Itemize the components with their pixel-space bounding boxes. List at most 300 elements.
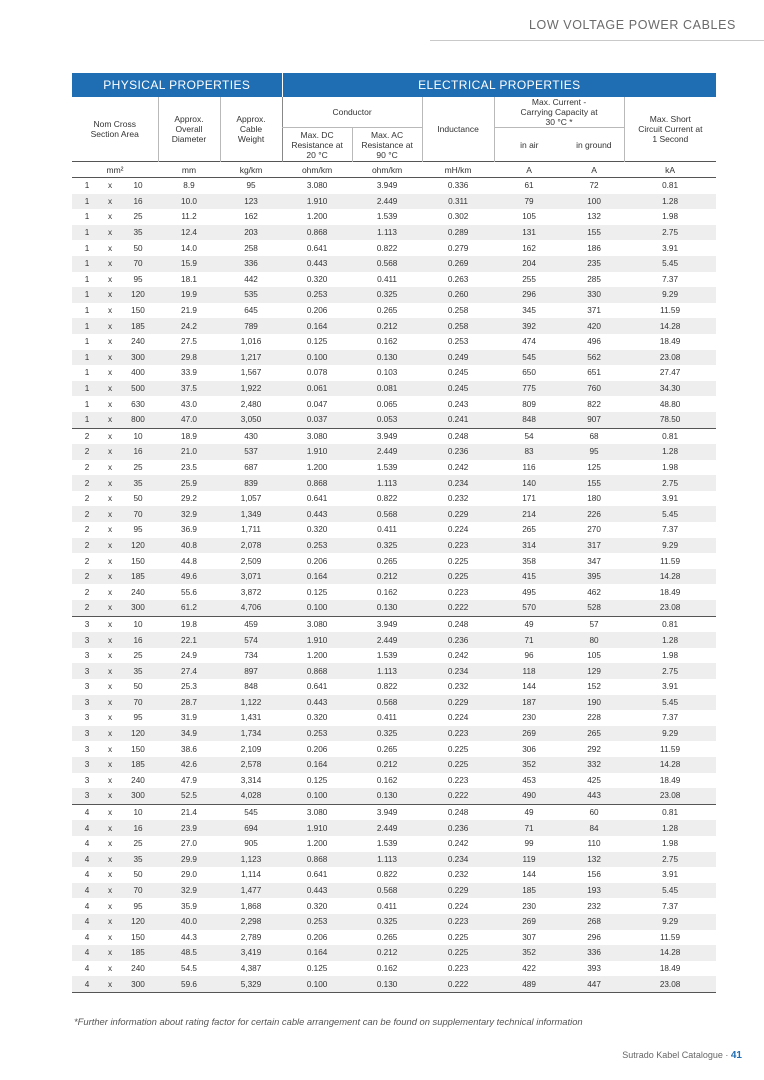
diameter-cell: 18.9 xyxy=(158,428,220,444)
section-cell: 35 xyxy=(118,852,158,868)
table-row xyxy=(72,914,716,930)
diameter-cell: 36.9 xyxy=(181,525,197,535)
diameter-cell: 14.0 xyxy=(181,243,197,253)
inductance-cell: 0.225 xyxy=(447,744,469,754)
weight-cell: 4,028 xyxy=(220,788,282,804)
dc-resistance-header: Max. DC Resistance at 20 °C xyxy=(282,128,352,162)
dc-resistance-cell: 0.641 xyxy=(306,682,328,692)
unit-weight: kg/km xyxy=(220,162,282,178)
page-footer xyxy=(622,1050,742,1061)
diameter-cell: 22.1 xyxy=(158,632,220,648)
dc-resistance-cell: 1.910 xyxy=(282,820,352,836)
dc-resistance-cell: 0.868 xyxy=(282,225,352,241)
ac-resistance-cell: 0.325 xyxy=(352,538,422,554)
ac-resistance-cell: 0.822 xyxy=(376,494,398,504)
weight-cell: 537 xyxy=(220,444,282,460)
x-cell: x xyxy=(107,337,113,347)
short-circuit-cell: 5.45 xyxy=(624,883,716,899)
table-row xyxy=(72,976,716,992)
weight-cell: 1,922 xyxy=(220,381,282,397)
section-cell: 50 xyxy=(133,870,143,880)
ac-resistance-cell: 1.539 xyxy=(376,651,398,661)
x-cell: x xyxy=(107,839,113,849)
section-cell: 120 xyxy=(118,914,158,930)
section-cell: 95 xyxy=(133,274,143,284)
weight-cell: 645 xyxy=(244,306,258,316)
table-row xyxy=(72,569,716,585)
inductance-cell: 0.232 xyxy=(447,494,469,504)
dc-resistance-cell: 0.047 xyxy=(306,399,328,409)
in-ground-cell: 193 xyxy=(564,883,624,899)
ac-resistance-cell: 0.265 xyxy=(376,306,398,316)
in-ground-cell: 129 xyxy=(564,663,624,679)
x-cell: x xyxy=(107,462,113,472)
x-cell: x xyxy=(102,945,118,961)
x-cell: x xyxy=(107,556,113,566)
in-ground-cell: 125 xyxy=(587,462,601,472)
diameter-cell: 11.2 xyxy=(181,212,197,222)
cores-cell: 4 xyxy=(72,914,102,930)
in-ground-cell: 132 xyxy=(564,852,624,868)
section-cell: 95 xyxy=(133,525,143,535)
table-row xyxy=(72,663,716,679)
x-cell: x xyxy=(107,775,113,785)
in-ground-cell: 226 xyxy=(564,506,624,522)
ac-resistance-cell: 0.130 xyxy=(352,600,422,616)
inductance-cell: 0.248 xyxy=(422,616,494,632)
ac-resistance-cell: 0.130 xyxy=(352,788,422,804)
dc-resistance-cell: 0.443 xyxy=(282,256,352,272)
physical-properties-heading: PHYSICAL PROPERTIES xyxy=(72,73,282,97)
ac-resistance-cell: 1.539 xyxy=(376,212,398,222)
inductance-cell: 0.232 xyxy=(447,682,469,692)
cores-cell: 1 xyxy=(72,287,102,303)
short-circuit-cell: 11.59 xyxy=(660,306,681,316)
x-cell: x xyxy=(107,901,113,911)
weight-cell: 905 xyxy=(244,839,258,849)
catalogue-name: Sutrado Kabel Catalogue xyxy=(622,1050,723,1060)
in-air-header: in air xyxy=(494,128,564,162)
in-air-cell: 314 xyxy=(494,538,564,554)
ac-resistance-cell: 0.568 xyxy=(352,883,422,899)
short-circuit-cell: 9.29 xyxy=(624,287,716,303)
short-circuit-cell: 0.81 xyxy=(624,616,716,632)
in-ground-cell: 425 xyxy=(587,775,601,785)
cores-cell: 4 xyxy=(72,852,102,868)
inductance-cell: 0.225 xyxy=(447,932,469,942)
weight-cell: 1,711 xyxy=(241,525,261,535)
section-cell: 16 xyxy=(118,194,158,210)
x-cell: x xyxy=(107,963,113,973)
in-air-cell: 79 xyxy=(494,194,564,210)
section-cell: 35 xyxy=(118,475,158,491)
short-circuit-cell: 14.28 xyxy=(624,569,716,585)
in-air-cell: 99 xyxy=(524,839,534,849)
cable-properties-table xyxy=(72,73,716,993)
diameter-cell: 44.8 xyxy=(181,556,197,566)
diameter-cell: 27.0 xyxy=(181,839,197,849)
ac-resistance-cell: 0.162 xyxy=(376,587,398,597)
inductance-cell: 0.229 xyxy=(422,506,494,522)
in-ground-cell: 80 xyxy=(564,632,624,648)
in-ground-cell: 110 xyxy=(587,839,601,849)
short-circuit-cell: 11.59 xyxy=(660,932,681,942)
cores-cell: 3 xyxy=(72,757,102,773)
cores-cell: 3 xyxy=(72,726,102,742)
cores-cell: 3 xyxy=(84,775,90,785)
x-cell: x xyxy=(107,651,113,661)
table-row xyxy=(72,898,716,914)
dc-resistance-cell: 0.100 xyxy=(282,350,352,366)
cores-cell: 2 xyxy=(72,506,102,522)
unit-inductance: mH/km xyxy=(422,162,494,178)
weight-cell: 1,114 xyxy=(241,870,261,880)
diameter-cell: 29.0 xyxy=(181,870,197,880)
cores-cell: 1 xyxy=(84,368,90,378)
cores-cell: 1 xyxy=(72,318,102,334)
in-ground-cell: 235 xyxy=(564,256,624,272)
table-row xyxy=(72,710,716,726)
in-ground-cell: 72 xyxy=(589,181,599,191)
short-circuit-cell: 2.75 xyxy=(624,852,716,868)
inductance-cell: 0.258 xyxy=(422,318,494,334)
in-air-cell: 296 xyxy=(494,287,564,303)
in-air-cell: 269 xyxy=(494,726,564,742)
short-circuit-cell: 5.45 xyxy=(624,506,716,522)
section-cell: 150 xyxy=(131,306,145,316)
diameter-cell: 34.9 xyxy=(158,726,220,742)
section-cell: 25 xyxy=(133,839,143,849)
short-circuit-header: Max. Short Circuit Current at 1 Second xyxy=(624,97,716,162)
header-row-1 xyxy=(72,97,716,128)
cores-cell: 1 xyxy=(72,225,102,241)
table-row xyxy=(72,836,716,852)
weight-cell: 4,387 xyxy=(240,963,262,973)
short-circuit-cell: 0.81 xyxy=(624,804,716,820)
short-circuit-cell: 2.75 xyxy=(624,475,716,491)
diameter-cell: 29.9 xyxy=(158,852,220,868)
diameter-cell: 61.2 xyxy=(158,600,220,616)
inductance-cell: 0.224 xyxy=(447,713,469,723)
inductance-cell: 0.229 xyxy=(422,695,494,711)
diameter-cell: 21.9 xyxy=(181,306,197,316)
dc-resistance-cell: 0.125 xyxy=(306,775,328,785)
section-cell: 240 xyxy=(131,775,145,785)
short-circuit-cell: 7.37 xyxy=(662,713,679,723)
footnote: *Further information about rating factor for certain cable arrangement can be found on supplementary technical information xyxy=(74,1016,583,1027)
electrical-properties-heading: ELECTRICAL PROPERTIES xyxy=(282,73,716,97)
dc-resistance-cell: 0.164 xyxy=(282,569,352,585)
diameter-cell: 29.8 xyxy=(158,350,220,366)
table-row xyxy=(72,475,716,491)
x-cell: x xyxy=(102,506,118,522)
dc-resistance-cell: 0.164 xyxy=(282,318,352,334)
section-cell: 95 xyxy=(133,713,143,723)
ac-resistance-cell: 0.053 xyxy=(352,412,422,428)
inductance-cell: 0.223 xyxy=(447,775,469,785)
inductance-cell: 0.234 xyxy=(422,475,494,491)
in-air-cell: 230 xyxy=(522,901,536,911)
x-cell: x xyxy=(102,600,118,616)
ac-resistance-cell: 0.130 xyxy=(352,350,422,366)
table-row xyxy=(72,695,716,711)
short-circuit-cell: 23.08 xyxy=(624,976,716,992)
x-cell: x xyxy=(107,243,113,253)
short-circuit-cell: 5.45 xyxy=(624,256,716,272)
section-cell: 150 xyxy=(131,556,145,566)
cores-cell: 1 xyxy=(72,381,102,397)
in-ground-header: in ground xyxy=(576,139,612,150)
diameter-cell: 42.6 xyxy=(158,757,220,773)
diameter-cell: 32.9 xyxy=(158,506,220,522)
weight-cell: 1,122 xyxy=(220,695,282,711)
diameter-cell: 47.9 xyxy=(181,775,197,785)
short-circuit-cell: 14.28 xyxy=(624,318,716,334)
diameter-cell: 43.0 xyxy=(181,399,197,409)
table-row xyxy=(72,867,716,883)
diameter-cell: 18.1 xyxy=(181,274,197,284)
ac-resistance-header: Max. AC Resistance at 90 °C xyxy=(352,128,422,162)
inductance-cell: 0.234 xyxy=(422,852,494,868)
section-cell: 120 xyxy=(118,726,158,742)
section-cell: 10 xyxy=(133,181,143,191)
in-ground-cell: 68 xyxy=(564,428,624,444)
ac-resistance-cell: 0.162 xyxy=(376,775,398,785)
short-circuit-cell: 34.30 xyxy=(624,381,716,397)
short-circuit-cell: 3.91 xyxy=(662,243,679,253)
dc-resistance-cell: 1.910 xyxy=(282,632,352,648)
inductance-cell: 0.236 xyxy=(422,632,494,648)
table-row xyxy=(72,820,716,836)
cores-cell: 2 xyxy=(72,538,102,554)
in-ground-cell: 332 xyxy=(564,757,624,773)
cores-cell: 3 xyxy=(84,651,90,661)
overall-diameter-header: Approx. Overall Diameter xyxy=(158,97,220,162)
x-cell: x xyxy=(102,194,118,210)
in-air-cell: 185 xyxy=(494,883,564,899)
table-row xyxy=(72,272,716,288)
short-circuit-cell: 18.49 xyxy=(659,337,681,347)
conductor-header: Conductor xyxy=(282,97,422,128)
table-row xyxy=(72,538,716,554)
in-air-cell: 71 xyxy=(494,820,564,836)
dc-resistance-cell: 3.080 xyxy=(306,181,328,191)
in-ground-cell: 285 xyxy=(587,274,601,284)
ac-resistance-cell: 2.449 xyxy=(352,820,422,836)
table-row xyxy=(72,726,716,742)
ac-resistance-cell: 0.822 xyxy=(376,243,398,253)
short-circuit-cell: 1.28 xyxy=(624,194,716,210)
in-air-cell: 131 xyxy=(494,225,564,241)
in-air-cell: 204 xyxy=(494,256,564,272)
ac-resistance-cell: 0.212 xyxy=(352,569,422,585)
inductance-cell: 0.232 xyxy=(447,870,469,880)
section-cell: 120 xyxy=(118,538,158,554)
table-row xyxy=(72,804,716,820)
weight-cell: 258 xyxy=(244,243,258,253)
table-row xyxy=(72,757,716,773)
unit-short: kA xyxy=(624,162,716,178)
weight-cell: 1,868 xyxy=(240,901,262,911)
dc-resistance-cell: 0.320 xyxy=(306,274,328,284)
page-header-title: LOW VOLTAGE POWER CABLES xyxy=(528,18,736,32)
table-body xyxy=(72,178,716,993)
cores-cell: 1 xyxy=(84,243,90,253)
ac-resistance-cell: 0.265 xyxy=(376,556,398,566)
cores-cell: 4 xyxy=(72,820,102,836)
in-air-cell: 187 xyxy=(494,695,564,711)
dc-resistance-cell: 0.253 xyxy=(282,538,352,554)
in-air-cell: 255 xyxy=(522,274,536,284)
in-ground-cell: 84 xyxy=(564,820,624,836)
current-capacity-header: Max. Current - Carrying Capacity at 30 °C * xyxy=(494,97,624,128)
x-cell: x xyxy=(107,212,113,222)
section-cell: 16 xyxy=(118,444,158,460)
x-cell: x xyxy=(102,883,118,899)
table-row xyxy=(72,600,716,616)
diameter-cell: 38.6 xyxy=(181,744,197,754)
in-air-cell: 306 xyxy=(522,744,536,754)
in-air-cell: 415 xyxy=(494,569,564,585)
in-air-cell: 96 xyxy=(524,651,534,661)
table-row xyxy=(72,194,716,210)
table-row xyxy=(72,334,716,350)
table-row xyxy=(72,444,716,460)
short-circuit-cell: 11.59 xyxy=(660,556,681,566)
in-ground-cell: 447 xyxy=(564,976,624,992)
diameter-cell: 24.2 xyxy=(158,318,220,334)
diameter-cell: 23.9 xyxy=(158,820,220,836)
cores-cell: 2 xyxy=(72,475,102,491)
in-air-cell: 49 xyxy=(494,616,564,632)
in-air-cell: 775 xyxy=(494,381,564,397)
in-air-cell: 809 xyxy=(522,399,536,409)
unit-air: A xyxy=(494,162,564,178)
short-circuit-cell: 1.98 xyxy=(662,462,679,472)
dc-resistance-cell: 3.080 xyxy=(282,804,352,820)
cores-cell: 3 xyxy=(72,616,102,632)
inductance-cell: 0.242 xyxy=(447,651,469,661)
ac-resistance-cell: 0.822 xyxy=(376,682,398,692)
in-air-cell: 118 xyxy=(494,663,564,679)
dc-resistance-cell: 0.253 xyxy=(282,726,352,742)
weight-cell: 687 xyxy=(244,462,258,472)
in-air-cell: 570 xyxy=(494,600,564,616)
in-ground-cell: 268 xyxy=(564,914,624,930)
in-air-cell: 358 xyxy=(522,556,536,566)
weight-cell: 336 xyxy=(220,256,282,272)
dc-resistance-cell: 1.200 xyxy=(306,212,328,222)
in-air-cell: 140 xyxy=(494,475,564,491)
in-air-cell: 54 xyxy=(494,428,564,444)
table-row xyxy=(72,209,716,225)
short-circuit-cell: 18.49 xyxy=(659,775,681,785)
inductance-cell: 0.225 xyxy=(447,556,469,566)
cores-cell: 4 xyxy=(72,976,102,992)
dc-resistance-cell: 3.080 xyxy=(282,428,352,444)
diameter-cell: 8.9 xyxy=(183,181,195,191)
inductance-cell: 0.248 xyxy=(422,804,494,820)
in-ground-cell: 60 xyxy=(564,804,624,820)
in-ground-cell: 95 xyxy=(564,444,624,460)
x-cell: x xyxy=(102,444,118,460)
cores-cell: 1 xyxy=(84,337,90,347)
in-ground-cell: 907 xyxy=(564,412,624,428)
dc-resistance-cell: 1.200 xyxy=(306,839,328,849)
dc-resistance-cell: 0.206 xyxy=(306,744,328,754)
inductance-cell: 0.336 xyxy=(447,181,469,191)
inductance-cell: 0.242 xyxy=(447,462,469,472)
x-cell: x xyxy=(107,368,113,378)
ac-resistance-cell: 0.325 xyxy=(352,287,422,303)
x-cell: x xyxy=(102,428,118,444)
weight-cell: 5,329 xyxy=(220,976,282,992)
dc-resistance-cell: 0.868 xyxy=(282,475,352,491)
dc-resistance-cell: 0.100 xyxy=(282,976,352,992)
x-cell: x xyxy=(107,713,113,723)
weight-cell: 1,016 xyxy=(240,337,262,347)
table-row xyxy=(72,240,716,256)
cores-cell: 2 xyxy=(72,600,102,616)
section-cell: 70 xyxy=(118,883,158,899)
dc-resistance-cell: 0.641 xyxy=(306,243,328,253)
in-air-cell: 116 xyxy=(522,462,536,472)
inductance-cell: 0.224 xyxy=(447,901,469,911)
x-cell: x xyxy=(102,318,118,334)
cores-cell: 2 xyxy=(84,587,90,597)
ac-resistance-cell: 0.065 xyxy=(376,399,398,409)
ac-resistance-cell: 0.212 xyxy=(352,945,422,961)
dc-resistance-cell: 1.910 xyxy=(282,194,352,210)
inductance-header: Inductance xyxy=(422,97,494,162)
table-row xyxy=(72,852,716,868)
cores-cell: 4 xyxy=(72,945,102,961)
x-cell: x xyxy=(102,616,118,632)
diameter-cell: 59.6 xyxy=(158,976,220,992)
diameter-cell: 32.9 xyxy=(158,883,220,899)
short-circuit-cell: 14.28 xyxy=(624,757,716,773)
in-air-cell: 345 xyxy=(522,306,536,316)
weight-cell: 1,217 xyxy=(220,350,282,366)
diameter-cell: 21.0 xyxy=(158,444,220,460)
in-ground-cell: 228 xyxy=(587,713,601,723)
in-ground-cell: 528 xyxy=(564,600,624,616)
dc-resistance-cell: 0.253 xyxy=(282,914,352,930)
x-cell: x xyxy=(107,274,113,284)
weight-cell: 3,872 xyxy=(240,587,262,597)
inductance-cell: 0.245 xyxy=(447,368,469,378)
dc-resistance-cell: 1.200 xyxy=(306,651,328,661)
x-cell: x xyxy=(107,932,113,942)
inductance-cell: 0.225 xyxy=(422,945,494,961)
weight-cell: 2,789 xyxy=(240,932,262,942)
cores-cell: 4 xyxy=(84,901,90,911)
diameter-cell: 10.0 xyxy=(158,194,220,210)
ac-resistance-cell: 0.265 xyxy=(376,744,398,754)
dc-resistance-cell: 0.443 xyxy=(282,695,352,711)
diameter-cell: 21.4 xyxy=(158,804,220,820)
table-row xyxy=(72,773,716,789)
section-cell: 50 xyxy=(133,243,143,253)
diameter-cell: 44.3 xyxy=(181,932,197,942)
x-cell: x xyxy=(107,399,113,409)
in-ground-cell: 462 xyxy=(587,587,601,597)
diameter-cell: 48.5 xyxy=(158,945,220,961)
section-cell: 95 xyxy=(133,901,143,911)
short-circuit-cell: 14.28 xyxy=(624,945,716,961)
table-row xyxy=(72,584,716,600)
ac-resistance-cell: 0.212 xyxy=(352,318,422,334)
